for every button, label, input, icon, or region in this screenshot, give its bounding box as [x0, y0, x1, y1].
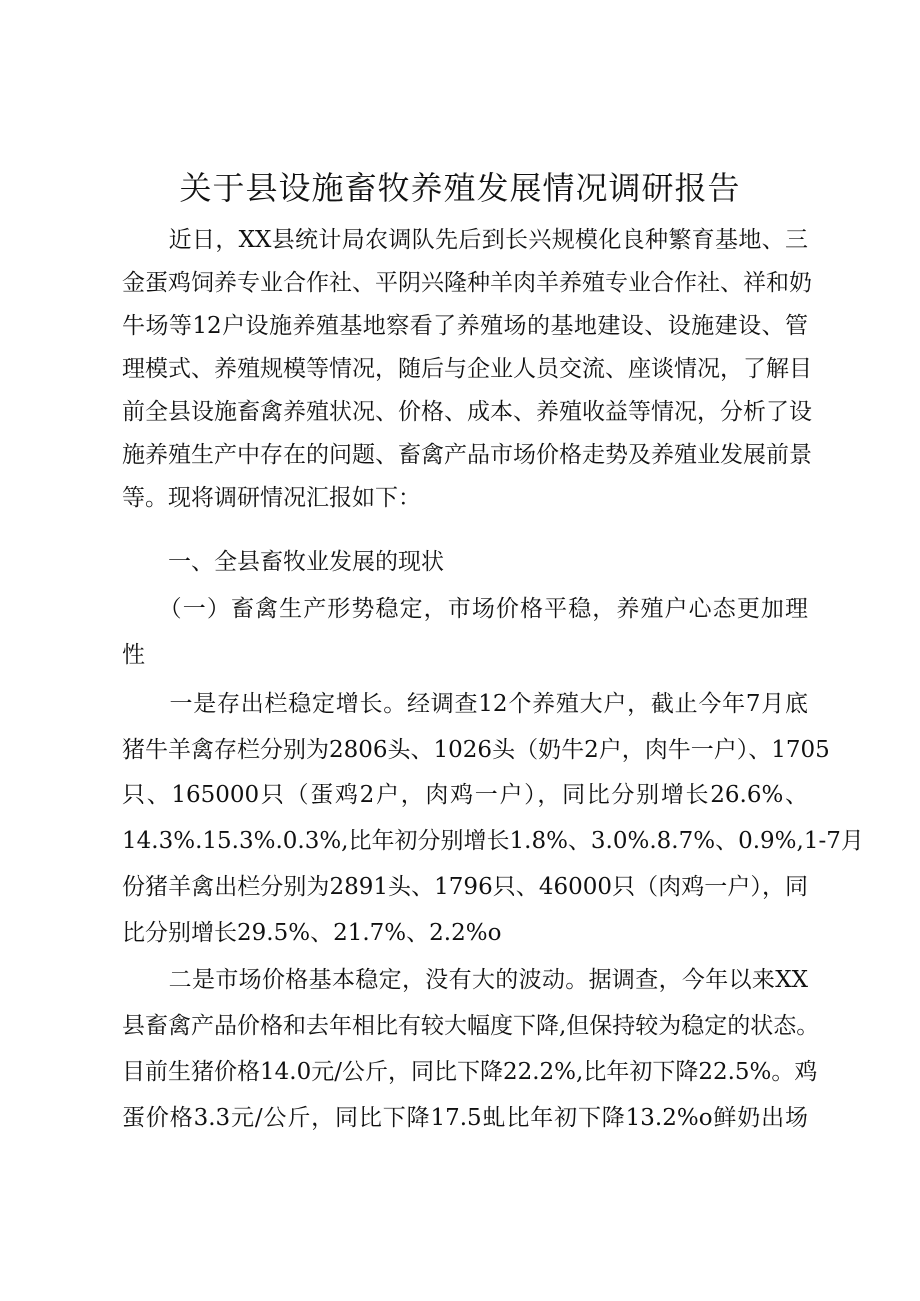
paragraph-line: 金蛋鸡饲养专业合作社、平阴兴隆种羊肉羊养殖专业合作社、祥和奶: [122, 270, 812, 296]
paragraph-line: 份猪羊禽出栏分别为2891头、1796只、46000只（肉鸡一户），同: [122, 874, 808, 900]
paragraph-line: 只、165000只（蛋鸡2户，肉鸡一户），同比分别增长26.6%、: [122, 782, 808, 808]
paragraph-line: 施养殖生产中存在的问题、畜禽产品市场价格走势及养殖业发展前景: [122, 442, 812, 468]
paragraph-line: 猪牛羊禽存栏分别为2806头、1026头（奶牛2户，肉牛一户）、1705: [122, 737, 830, 763]
subsection-heading: 性: [122, 642, 145, 668]
paragraph-line: 前全县设施畜禽养殖状况、价格、成本、养殖收益等情况，分析了设: [122, 399, 812, 425]
section-heading: 一、全县畜牧业发展的现状: [122, 549, 444, 575]
paragraph-line: 目前生猪价格14.0元/公斤，同比下降22.2%,比年初下降22.5%。鸡: [122, 1059, 818, 1085]
document-title: 关于县设施畜牧养殖发展情况调研报告: [179, 169, 741, 207]
paragraph-line: 比分别增长29.5%、21.7%、2.2%o: [122, 920, 502, 946]
paragraph-line: 牛场等12户设施养殖基地察看了养殖场的基地建设、设施建设、管: [122, 313, 808, 339]
paragraph-line: 理模式、养殖规模等情况，随后与企业人员交流、座谈情况，了解目: [122, 356, 812, 382]
paragraph-line: 县畜禽产品价格和去年相比有较大幅度下降,但保持较为稳定的状态。: [122, 1013, 820, 1039]
paragraph-line: 等。现将调研情况汇报如下：: [122, 485, 421, 511]
paragraph-line: 蛋价格3.3元/公斤，同比下降17.5虬比年初下降13.2%o鲜奶出场: [122, 1105, 808, 1131]
paragraph-line: 近日，XX县统计局农调队先后到长兴规模化良种繁育基地、三: [122, 227, 808, 253]
paragraph-line: 一是存出栏稳定增长。经调查12个养殖大户，截止今年7月底: [122, 691, 808, 717]
paragraph-line: 二是市场价格基本稳定，没有大的波动。据调查，今年以来XX: [122, 967, 808, 993]
paragraph-line: 14.3%.15.3%.0.3%,比年初分别增长1.8%、3.0%.8.7%、0.9%,1-7月: [122, 828, 864, 854]
subsection-heading: （一）畜禽生产形势稳定，市场价格平稳，养殖户心态更加理: [122, 596, 808, 622]
